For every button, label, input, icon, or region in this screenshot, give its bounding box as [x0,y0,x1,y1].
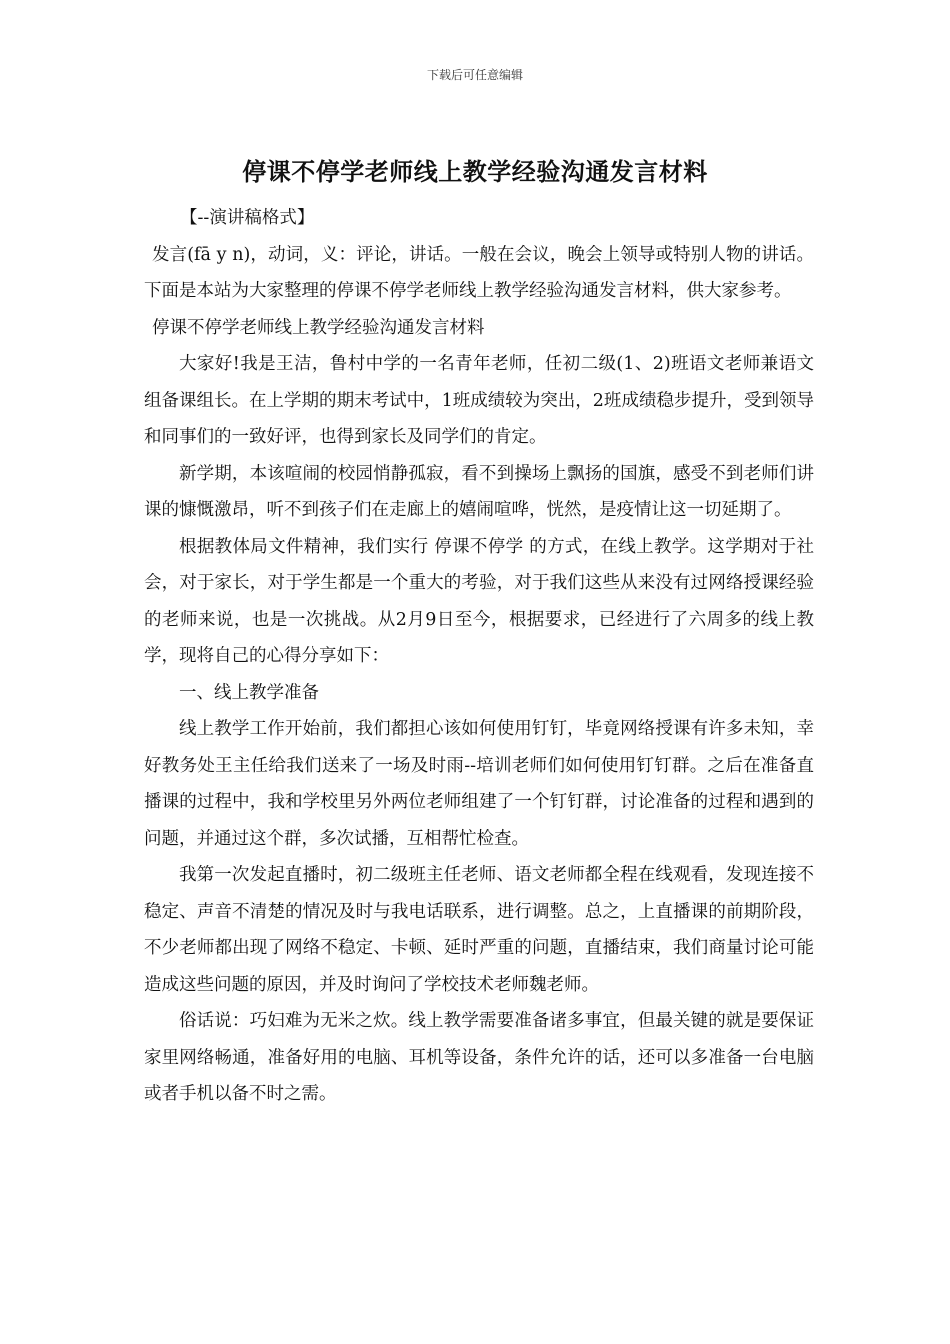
header-note: 下载后可任意编辑 [426,68,523,82]
body-paragraph: 俗话说：巧妇难为无米之炊。线上教学需要准备诸多事宜，但最关键的就是要保证家里网络畅通，准备好用的电脑、耳机等设备，条件允许的话，还可以多准备一台电脑或者手机以备不时之需。 [144,1011,814,1104]
body-paragraph: 根据教体局文件精神，我们实行 停课不停学 的方式，在线上教学。这学期对于社会，对于家长，对于学生都是一个重大的考验，对于我们这些从来没有过网络授课经验的老师来说，也是一次挑战。从2月9日至今，根据要求，已经进行了六周多的线上教学，现将自己的心得分享如下： [144,536,814,666]
body-paragraph: 线上教学工作开始前，我们都担心该如何使用钉钉，毕竟网络授课有许多未知，幸好教务处王主任给我们送来了一场及时雨--培训老师们如何使用钉钉群。之后在准备直播课的过程中，我和学校里另外两位老师组建了一个钉钉群，讨论准备的过程和遇到的问题，并通过这个群，多次试播，互相帮忙检查。 [144,719,814,849]
section-heading: 一、线上教学准备 [179,682,319,703]
document-title: 停课不停学老师线上教学经验沟通发言材料 [242,157,708,186]
intro-paragraph: 发言(fā y n)，动词，义：评论，讲话。一般在会议，晚会上领导或特别人物的讲话。下面是本站为大家整理的停课不停学老师线上教学经验沟通发言材料，供大家参考。 [144,244,814,301]
body-paragraph: 大家好!我是王洁，鲁村中学的一名青年老师，任初二级(1、2)班语文老师兼语文组备课组长。在上学期的期末考试中，1班成绩较为突出，2班成绩稳步提升，受到领导和同事们的一致好评，也得到家长及同学们的肯定。 [144,354,814,447]
format-tag: 【--演讲稿格式】 [180,208,315,228]
body-paragraph: 我第一次发起直播时，初二级班主任老师、语文老师都全程在线观看，发现连接不稳定、声音不清楚的情况及时与我电话联系，进行调整。总之，上直播课的前期阶段，不少老师都出现了网络不稳定、卡顿、延时严重的问题，直播结束，我们商量讨论可能造成这些问题的原因，并及时询问了学校技术老师魏老师。 [144,865,814,995]
document-body [144,200,814,1113]
subtitle-paragraph: 停课不停学老师线上教学经验沟通发言材料 [152,317,485,338]
body-paragraph: 新学期，本该喧闹的校园悄静孤寂，看不到操场上飘扬的国旗，感受不到老师们讲课的慷慨激昂，听不到孩子们在走廊上的嬉闹喧哗，恍然，是疫情让这一切延期了。 [144,463,814,520]
